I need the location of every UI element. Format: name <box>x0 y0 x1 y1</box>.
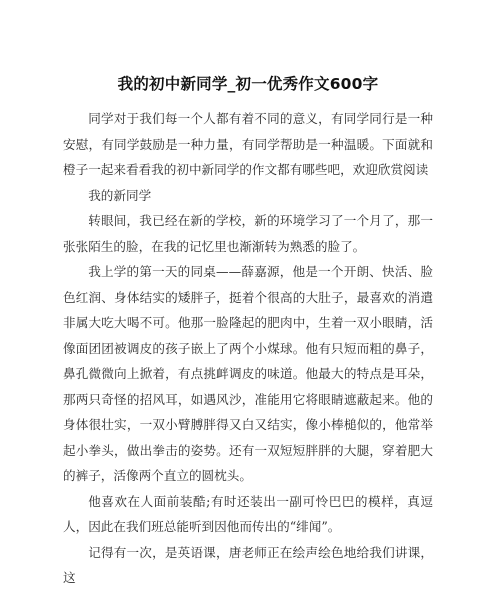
paragraph: 记得有一次，是英语课，唐老师正在绘声绘色地给我们讲课，这 <box>63 544 433 585</box>
paragraph-intro: 同学对于我们每一个人都有着不同的意义，有同学同行是一种安慰，有同学鼓励是一种力量，有同学帮助是一种温暖。下面就和橙子一起来看看我的初中新同学的作文都有哪些吧，欢迎欣赏阅读 <box>63 111 433 177</box>
section-heading: 我的新同学 <box>88 187 152 203</box>
paragraph: 我上学的第一天的同桌——薛嘉源，他是一个开朗、快活、脸色红润、身体结实的矮胖子，挺着个很高的大肚子，最喜欢的消遣非属大吃大喝不可。他那一脸隆起的肥肉中，生着一双小眼睛，活像面团团被调皮的孩子嵌上了两个小煤球。他有只短而粗的鼻子，鼻孔微微向上掀着，有点挑衅调皮的味道。他最大的特点是耳朵，那两只奇怪的招风耳，如遇风沙，准能用它将眼睛遮蔽起来。他的身体很壮实，一双小臂膊胖得又白又结实，像小棒槌似的，他常举起小拳头，做出拳击的姿势。还有一双短短胖胖的大腿，穿着肥大的裤子，活像两个直立的圆枕头。 <box>63 264 433 483</box>
paragraph: 他喜欢在人面前装酷;有时还装出一副可怜巴巴的模样，真逗人，因此在我们班总能听到因他而传出的“绯闻”。 <box>63 493 433 534</box>
paragraph: 转眼间，我已经在新的学校，新的环境学习了一个月了，那一张张陌生的脸，在我的记忆里也渐渐转为熟悉的脸了。 <box>63 213 433 254</box>
article-title: 我的初中新同学_初一优秀作文600字 <box>117 75 379 93</box>
article-body <box>63 106 433 591</box>
